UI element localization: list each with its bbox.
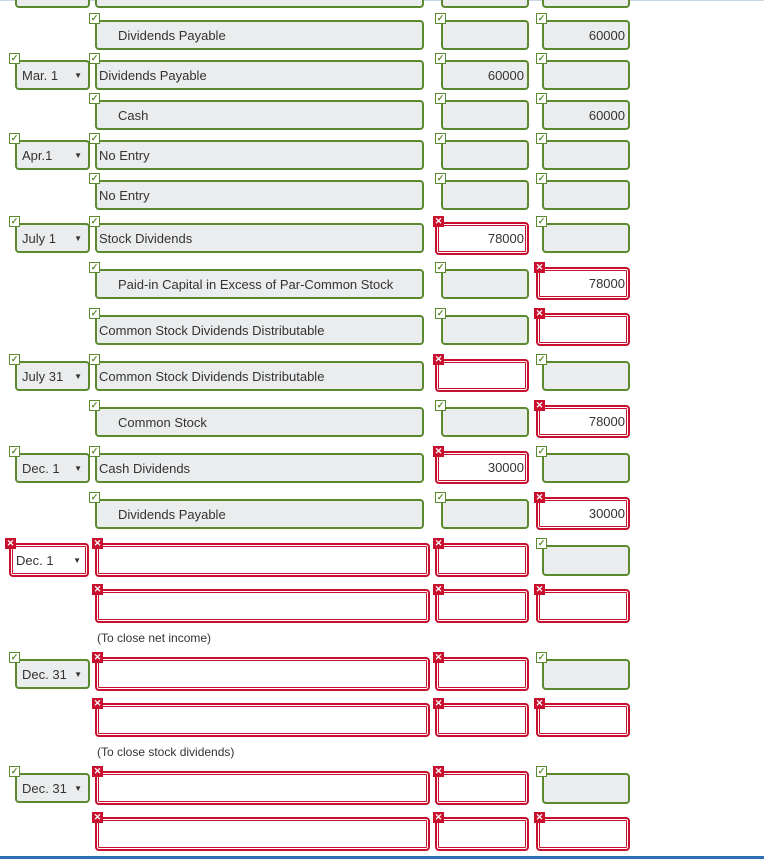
- error-icon: ✕: [535, 698, 544, 708]
- debit-text: 60000: [487, 67, 524, 83]
- credit-text: 78000: [588, 276, 625, 291]
- partial-date-field: [15, 0, 90, 8]
- error-icon: ✕: [93, 584, 102, 594]
- chevron-down-icon: ▼: [74, 463, 82, 473]
- error-icon: ✕: [93, 766, 102, 776]
- debit-field[interactable]: [435, 543, 529, 577]
- account-field[interactable]: [95, 60, 424, 90]
- account-field[interactable]: [95, 703, 430, 737]
- account-field[interactable]: [95, 269, 424, 299]
- error-icon: ✕: [535, 400, 544, 410]
- check-icon: ✓: [10, 354, 19, 364]
- account-field[interactable]: [95, 223, 424, 253]
- check-icon: ✓: [90, 262, 99, 272]
- credit-field[interactable]: [542, 659, 630, 690]
- partial-account-field: [95, 0, 424, 8]
- credit-field[interactable]: [536, 497, 630, 530]
- chevron-down-icon: ▼: [74, 150, 82, 160]
- account-text: Cash: [118, 107, 149, 123]
- debit-field[interactable]: [435, 703, 529, 737]
- account-text: Dividends Payable: [118, 27, 226, 43]
- check-icon: ✓: [90, 354, 99, 364]
- account-text: Common Stock: [118, 414, 207, 430]
- error-icon: ✕: [434, 584, 443, 594]
- check-icon: ✓: [537, 446, 546, 456]
- credit-text: 60000: [588, 107, 625, 123]
- credit-field[interactable]: [536, 703, 630, 737]
- credit-field[interactable]: [542, 223, 630, 253]
- error-icon: ✕: [434, 766, 443, 776]
- debit-field[interactable]: [441, 20, 529, 50]
- credit-field[interactable]: [542, 453, 630, 483]
- account-field[interactable]: [95, 407, 424, 437]
- date-dropdown[interactable]: [15, 453, 90, 483]
- debit-field[interactable]: [441, 499, 529, 529]
- error-icon: ✕: [535, 308, 544, 318]
- check-icon: ✓: [436, 93, 445, 103]
- chevron-down-icon: ▼: [74, 70, 82, 80]
- chevron-down-icon: ▼: [73, 555, 81, 565]
- account-text: Dividends Payable: [99, 67, 207, 83]
- credit-text: 78000: [588, 414, 625, 429]
- chevron-down-icon: ▼: [74, 233, 82, 243]
- account-field[interactable]: [95, 140, 424, 170]
- check-icon: ✓: [90, 133, 99, 143]
- debit-field[interactable]: [441, 180, 529, 210]
- credit-text: 30000: [588, 506, 625, 521]
- check-icon: ✓: [436, 308, 445, 318]
- account-text: Dividends Payable: [118, 506, 226, 522]
- credit-field[interactable]: [536, 817, 630, 851]
- debit-field[interactable]: [435, 222, 529, 255]
- date-dropdown[interactable]: [15, 361, 90, 391]
- account-field[interactable]: [95, 499, 424, 529]
- error-icon: ✕: [434, 446, 443, 456]
- entry-note: (To close net income): [97, 631, 212, 645]
- account-field[interactable]: [95, 315, 424, 345]
- check-icon: ✓: [10, 652, 19, 662]
- debit-field[interactable]: [435, 359, 529, 392]
- entry-note: (To close stock dividends): [97, 745, 235, 759]
- credit-field[interactable]: [542, 140, 630, 170]
- credit-field[interactable]: [536, 589, 630, 623]
- debit-field[interactable]: [435, 771, 529, 805]
- account-field[interactable]: [95, 453, 424, 483]
- account-field[interactable]: [95, 20, 424, 50]
- error-icon: ✕: [434, 698, 443, 708]
- check-icon: ✓: [537, 538, 546, 548]
- date-dropdown[interactable]: [15, 223, 90, 253]
- check-icon: ✓: [537, 133, 546, 143]
- error-icon: ✕: [434, 538, 443, 548]
- credit-field[interactable]: [542, 361, 630, 391]
- debit-field[interactable]: [441, 269, 529, 299]
- check-icon: ✓: [90, 93, 99, 103]
- check-icon: ✓: [436, 13, 445, 23]
- account-text: Cash Dividends: [99, 460, 191, 476]
- error-icon: ✕: [93, 652, 102, 662]
- date-text: Mar. 1: [22, 67, 59, 83]
- check-icon: ✓: [537, 216, 546, 226]
- account-text: No Entry: [99, 187, 150, 203]
- error-icon: ✕: [93, 538, 102, 548]
- check-icon: ✓: [537, 93, 546, 103]
- error-icon: ✕: [6, 538, 15, 548]
- account-text: Paid-in Capital in Excess of Par-Common Stock: [118, 276, 394, 292]
- error-icon: ✕: [535, 584, 544, 594]
- debit-field[interactable]: [441, 315, 529, 345]
- date-text: Dec. 31: [22, 666, 67, 682]
- date-text: Dec. 1: [22, 460, 60, 476]
- check-icon: ✓: [90, 492, 99, 502]
- date-text: Dec. 31: [22, 780, 67, 796]
- check-icon: ✓: [537, 53, 546, 63]
- account-field[interactable]: [95, 361, 424, 391]
- credit-text: 60000: [588, 27, 625, 43]
- credit-field[interactable]: [536, 405, 630, 438]
- account-text: Stock Dividends: [99, 230, 193, 246]
- debit-field[interactable]: [441, 140, 529, 170]
- error-icon: ✕: [93, 812, 102, 822]
- credit-field[interactable]: [542, 773, 630, 804]
- error-icon: ✕: [535, 492, 544, 502]
- date-text: July 1: [22, 230, 56, 246]
- debit-field[interactable]: [441, 407, 529, 437]
- check-icon: ✓: [10, 446, 19, 456]
- check-icon: ✓: [436, 492, 445, 502]
- check-icon: ✓: [537, 652, 546, 662]
- check-icon: ✓: [10, 53, 19, 63]
- error-icon: ✕: [535, 262, 544, 272]
- check-icon: ✓: [436, 400, 445, 410]
- date-text: Apr.1: [22, 147, 53, 163]
- debit-text: 78000: [487, 231, 524, 246]
- debit-field[interactable]: [435, 451, 529, 484]
- account-field[interactable]: [95, 180, 424, 210]
- account-field[interactable]: [95, 657, 430, 691]
- credit-field[interactable]: [542, 545, 630, 576]
- check-icon: ✓: [90, 308, 99, 318]
- error-icon: ✕: [434, 812, 443, 822]
- credit-field[interactable]: [536, 313, 630, 346]
- debit-field[interactable]: [435, 817, 529, 851]
- account-field[interactable]: [95, 100, 424, 130]
- check-icon: ✓: [10, 766, 19, 776]
- date-dropdown[interactable]: [15, 659, 90, 689]
- check-icon: ✓: [436, 173, 445, 183]
- check-icon: ✓: [436, 262, 445, 272]
- error-icon: ✕: [535, 812, 544, 822]
- account-field[interactable]: [95, 771, 430, 805]
- account-text: Common Stock Dividends Distributable: [99, 368, 325, 384]
- debit-field[interactable]: [435, 589, 529, 623]
- partial-credit-field: [542, 0, 630, 8]
- error-icon: ✕: [434, 216, 443, 226]
- debit-text: 30000: [487, 460, 524, 475]
- check-icon: ✓: [10, 133, 19, 143]
- check-icon: ✓: [436, 53, 445, 63]
- date-dropdown[interactable]: [15, 60, 90, 90]
- check-icon: ✓: [436, 133, 445, 143]
- date-dropdown[interactable]: [9, 543, 89, 577]
- partial-debit-field: [441, 0, 529, 8]
- credit-field[interactable]: [542, 60, 630, 90]
- error-icon: ✕: [434, 354, 443, 364]
- account-field[interactable]: [95, 543, 430, 577]
- account-text: No Entry: [99, 147, 150, 163]
- credit-field[interactable]: [536, 267, 630, 300]
- check-icon: ✓: [537, 354, 546, 364]
- check-icon: ✓: [90, 53, 99, 63]
- credit-field[interactable]: [542, 100, 630, 130]
- chevron-down-icon: ▼: [74, 783, 82, 793]
- chevron-down-icon: ▼: [74, 669, 82, 679]
- account-field[interactable]: [95, 589, 430, 623]
- error-icon: ✕: [93, 698, 102, 708]
- date-text: July 31: [22, 368, 64, 384]
- check-icon: ✓: [90, 173, 99, 183]
- error-icon: ✕: [434, 652, 443, 662]
- chevron-down-icon: ▼: [74, 371, 82, 381]
- date-dropdown[interactable]: [15, 140, 90, 170]
- debit-field[interactable]: [435, 657, 529, 691]
- account-text: Common Stock Dividends Distributable: [99, 322, 325, 338]
- date-dropdown[interactable]: [15, 773, 90, 803]
- check-icon: ✓: [537, 13, 546, 23]
- check-icon: ✓: [10, 216, 19, 226]
- credit-field[interactable]: [542, 180, 630, 210]
- debit-field[interactable]: [441, 100, 529, 130]
- check-icon: ✓: [90, 446, 99, 456]
- debit-field[interactable]: [441, 60, 529, 90]
- check-icon: ✓: [90, 13, 99, 23]
- date-text: Dec. 1: [16, 552, 54, 568]
- account-field[interactable]: [95, 817, 430, 851]
- check-icon: ✓: [537, 766, 546, 776]
- check-icon: ✓: [90, 400, 99, 410]
- credit-field[interactable]: [542, 20, 630, 50]
- check-icon: ✓: [537, 173, 546, 183]
- check-icon: ✓: [90, 216, 99, 226]
